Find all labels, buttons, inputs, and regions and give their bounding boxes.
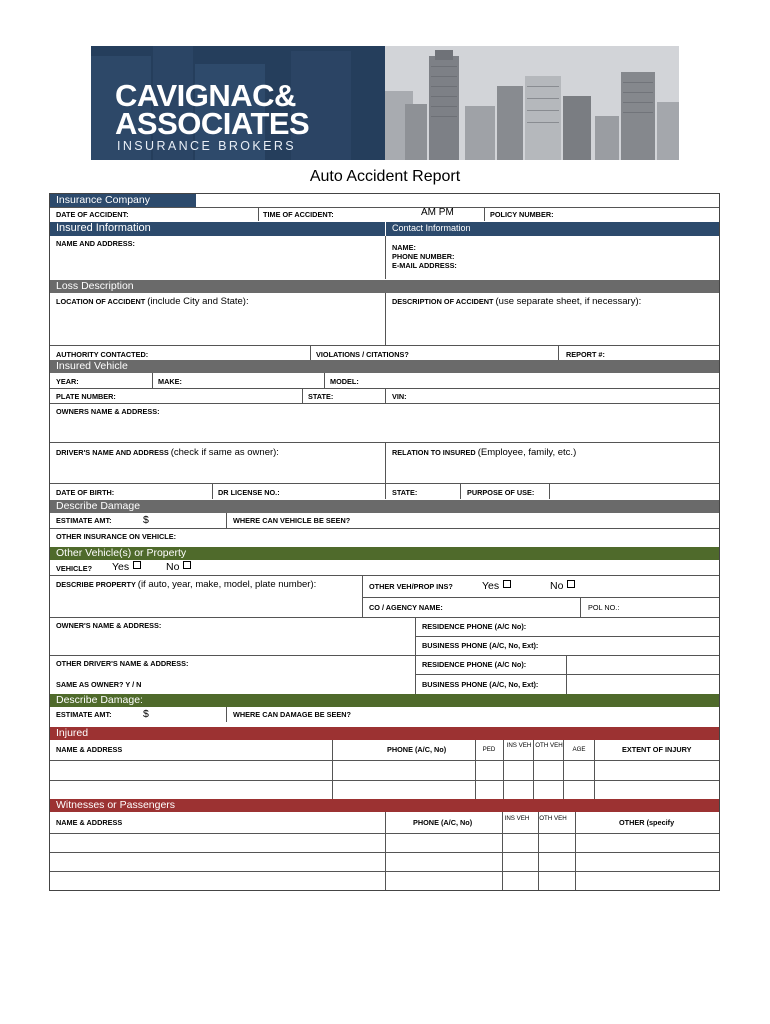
divider xyxy=(302,388,303,403)
other-drivers-name-label: OTHER DRIVER'S NAME & ADDRESS: xyxy=(56,659,189,668)
section-injured: Injured xyxy=(50,727,719,740)
plate-number-label: PLATE NUMBER: xyxy=(56,392,116,401)
divider xyxy=(563,740,564,799)
other-ins-yes-option[interactable]: Yes xyxy=(482,580,511,592)
co-agency-name-label: CO / AGENCY NAME: xyxy=(369,603,443,612)
logo-panel xyxy=(91,46,385,160)
location-of-accident-label: LOCATION OF ACCIDENT (include City and State): xyxy=(56,296,249,307)
residence-phone2-label: RESIDENCE PHONE (A/C No): xyxy=(422,660,527,669)
divider xyxy=(594,740,595,799)
other-ins-no-option[interactable]: No xyxy=(550,580,575,592)
skyline-graphic xyxy=(385,46,679,160)
owners-name-address-label: OWNERS NAME & ADDRESS: xyxy=(56,407,160,416)
injured-phone-header: PHONE (A/C, No) xyxy=(387,745,447,754)
relation-to-insured-label: RELATION TO INSURED (Employee, family, etc.) xyxy=(392,447,577,458)
section-witnesses: Witnesses or Passengers xyxy=(50,799,719,812)
name-and-address-label: NAME AND ADDRESS: xyxy=(56,239,135,248)
time-of-accident-label: TIME OF ACCIDENT: xyxy=(263,210,334,219)
divider xyxy=(332,740,333,799)
vehicle-no-option[interactable]: No xyxy=(166,561,191,573)
divider xyxy=(538,812,539,890)
witness-name-address-header: NAME & ADDRESS xyxy=(56,818,123,827)
divider xyxy=(415,636,719,637)
divider xyxy=(580,597,581,617)
divider xyxy=(415,674,719,675)
divider xyxy=(385,442,386,483)
witness-ins-veh-header: INS VEH xyxy=(504,815,530,822)
vehicle-yes-option[interactable]: Yes xyxy=(112,561,141,573)
divider xyxy=(226,707,227,722)
divider xyxy=(385,236,386,279)
state2-label: STATE: xyxy=(392,488,418,497)
residence-phone-label: RESIDENCE PHONE (A/C No): xyxy=(422,622,527,631)
divider xyxy=(502,812,503,890)
header-banner xyxy=(91,46,679,160)
policy-number-label: POLICY NUMBER: xyxy=(490,210,554,219)
divider xyxy=(549,483,550,499)
where-damage-seen-label: WHERE CAN DAMAGE BE SEEN? xyxy=(233,710,351,719)
checkbox-icon[interactable] xyxy=(567,580,575,588)
divider xyxy=(385,483,386,499)
date-of-birth-label: DATE OF BIRTH: xyxy=(56,488,115,497)
divider xyxy=(50,575,719,576)
divider xyxy=(226,513,227,528)
divider xyxy=(310,345,311,360)
divider xyxy=(460,483,461,499)
section-insurance-company: Insurance Company xyxy=(50,194,196,207)
contact-name-label: NAME: xyxy=(392,243,416,252)
checkbox-icon[interactable] xyxy=(133,561,141,569)
other-insurance-label: OTHER INSURANCE ON VEHICLE: xyxy=(56,532,176,541)
divider xyxy=(50,528,719,529)
logo-line2: ASSOCIATES xyxy=(115,106,310,141)
contact-phone-label: PHONE NUMBER: xyxy=(392,252,455,261)
divider xyxy=(152,373,153,388)
drivers-name-address-label: DRIVER'S NAME AND ADDRESS (check if same as owner): xyxy=(56,447,279,458)
divider xyxy=(324,373,325,388)
divider xyxy=(475,740,476,799)
witness-phone-header: PHONE (A/C, No) xyxy=(413,818,473,827)
divider xyxy=(212,483,213,499)
checkbox-icon[interactable] xyxy=(503,580,511,588)
divider xyxy=(385,293,386,345)
authority-contacted-label: AUTHORITY CONTACTED: xyxy=(56,350,149,359)
date-of-accident-label: DATE OF ACCIDENT: xyxy=(56,210,129,219)
divider xyxy=(50,207,719,208)
dr-license-label: DR LICENSE NO.: xyxy=(218,488,280,497)
model-label: MODEL: xyxy=(330,377,359,386)
checkbox-icon[interactable] xyxy=(183,561,191,569)
state-label: STATE: xyxy=(308,392,334,401)
owners-name-address2-label: OWNER'S NAME & ADDRESS: xyxy=(56,621,162,630)
divider xyxy=(484,207,485,221)
section-describe-damage: Describe Damage xyxy=(50,500,719,513)
business-phone-label: BUSINESS PHONE (A/C, No, Ext): xyxy=(422,641,539,650)
pol-no-label: POL NO.: xyxy=(588,603,620,612)
violations-label: VIOLATIONS / CITATIONS? xyxy=(316,350,409,359)
divider xyxy=(558,345,559,360)
section-contact-information: Contact Information xyxy=(392,223,471,233)
contact-email-label: E-MAIL ADDRESS: xyxy=(392,261,457,270)
section-other-vehicles: Other Vehicle(s) or Property xyxy=(50,547,719,560)
dollar-sign2: $ xyxy=(143,708,149,720)
injured-age-header: AGE xyxy=(572,746,586,753)
divider xyxy=(385,222,386,236)
report-number-label: REPORT #: xyxy=(566,350,605,359)
divider xyxy=(50,780,719,781)
divider xyxy=(385,388,386,403)
page-title: Auto Accident Report xyxy=(309,168,461,185)
section-describe-damage2: Describe Damage: xyxy=(50,694,719,707)
divider xyxy=(50,345,719,346)
make-label: MAKE: xyxy=(158,377,182,386)
business-phone2-label: BUSINESS PHONE (A/C, No, Ext): xyxy=(422,680,539,689)
divider xyxy=(385,812,386,890)
same-as-owner-label: SAME AS OWNER? Y / N xyxy=(56,680,142,689)
divider xyxy=(503,740,504,799)
divider xyxy=(258,207,259,221)
injured-ins-veh-header: INS VEH xyxy=(506,742,532,749)
divider xyxy=(50,655,719,656)
witness-other-header: OTHER (specify xyxy=(619,818,675,827)
divider xyxy=(575,812,576,890)
dollar-sign: $ xyxy=(143,514,149,526)
vehicle-label: VEHICLE? xyxy=(56,564,93,573)
estimate-amt-label: ESTIMATE AMT: xyxy=(56,516,112,525)
injured-ped-header: PED xyxy=(482,746,496,753)
where-vehicle-seen-label: WHERE CAN VEHICLE BE SEEN? xyxy=(233,516,351,525)
injured-oth-veh-header: OTH VEH xyxy=(535,742,563,749)
section-insured-information: Insured Information xyxy=(50,222,719,236)
logo-line1: CAVIGNAC& xyxy=(115,78,296,113)
year-label: YEAR: xyxy=(56,377,79,386)
injured-extent-header: EXTENT OF INJURY xyxy=(622,745,692,754)
vin-label: VIN: xyxy=(392,392,407,401)
purpose-of-use-label: PURPOSE OF USE: xyxy=(467,488,535,497)
divider xyxy=(50,760,719,761)
logo-line3: INSURANCE BROKERS xyxy=(117,139,297,153)
estimate-amt2-label: ESTIMATE AMT: xyxy=(56,710,112,719)
divider xyxy=(533,740,534,799)
witness-oth-veh-header: OTH VEH xyxy=(539,815,567,822)
injured-name-address-header: NAME & ADDRESS xyxy=(56,745,123,754)
description-of-accident-label: DESCRIPTION OF ACCIDENT (use separate sheet, if necessary): xyxy=(392,296,642,307)
am-pm-label: AM PM xyxy=(421,207,454,218)
divider xyxy=(362,597,719,598)
divider xyxy=(50,617,719,618)
section-insured-vehicle: Insured Vehicle xyxy=(50,360,719,373)
other-veh-prop-ins-label: OTHER VEH/PROP INS? xyxy=(369,582,453,591)
section-loss-description: Loss Description xyxy=(50,280,719,293)
skyline-photo xyxy=(385,46,679,160)
describe-property-label: DESCRIBE PROPERTY (if auto, year, make, model, plate number): xyxy=(56,579,317,590)
divider xyxy=(362,575,363,617)
divider xyxy=(50,403,719,404)
